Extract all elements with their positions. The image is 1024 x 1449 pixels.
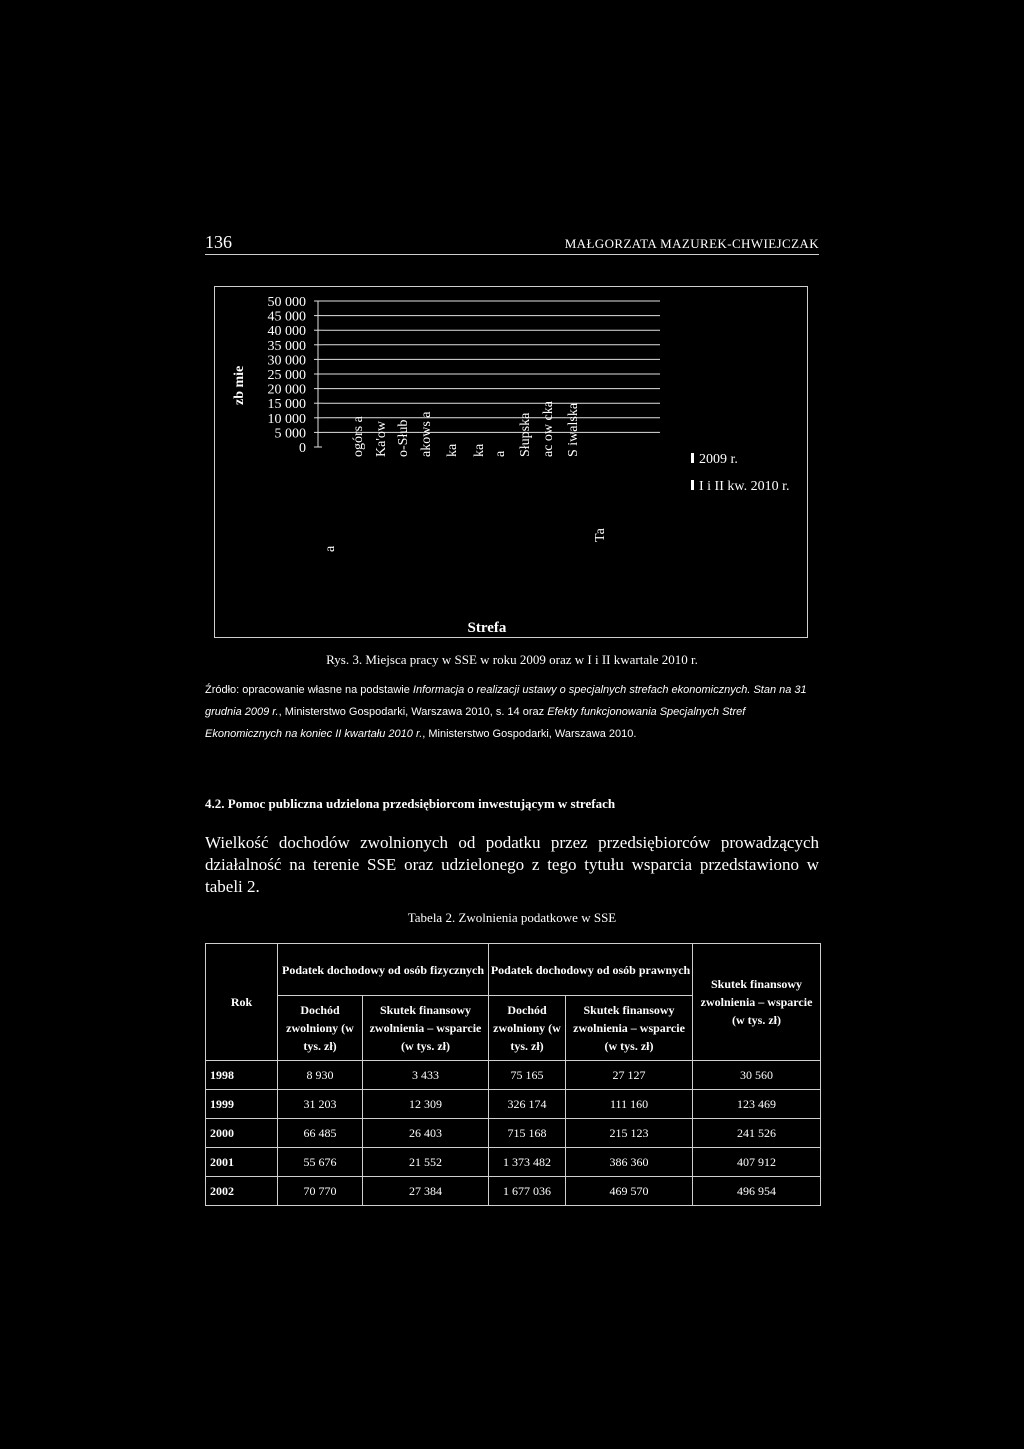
cell-value: 75 165 [489, 1061, 566, 1090]
cell-year: 1999 [206, 1090, 278, 1119]
cell-value: 496 954 [693, 1177, 821, 1206]
page-number: 136 [205, 232, 232, 252]
cell-value: 715 168 [489, 1119, 566, 1148]
x-tick-label: ac ow cka [541, 401, 556, 457]
y-tick-label: 40 000 [267, 324, 306, 340]
source-title-2: Efekty funkcjonowania Specjalnych Stref Ekonomicznych na koniec II kwartału 2010 r. [205, 706, 746, 740]
tax-exemption-table [205, 943, 821, 1206]
x-tick-label: Ka'ow [374, 421, 389, 457]
table-row [206, 1090, 821, 1119]
y-tick-label: 15 000 [267, 397, 306, 413]
table-row [206, 1177, 821, 1206]
cell-value: 215 123 [566, 1119, 693, 1148]
cell-year: 1998 [206, 1061, 278, 1090]
header-pit-income: Dochód zwolniony (w tys. zł) [278, 996, 363, 1061]
cell-value: 469 570 [566, 1177, 693, 1206]
header-cit-support: Skutek finansowy zwolnienia – wsparcie (w tys. zł) [566, 996, 693, 1061]
cell-year: 2000 [206, 1119, 278, 1148]
cell-value: 407 912 [693, 1148, 821, 1177]
y-axis-label: zb mie [232, 365, 247, 405]
header-pit-support: Skutek finansowy zwolnienia – wsparcie (w tys. zł) [363, 996, 489, 1061]
cell-year: 2002 [206, 1177, 278, 1206]
cell-value: 27 384 [363, 1177, 489, 1206]
source-text-3: , Ministerstwo Gospodarki, Warszawa 2010. [422, 728, 637, 740]
header-cit: Podatek dochodowy od osób prawnych [489, 944, 693, 996]
cell-value: 70 770 [278, 1177, 363, 1206]
y-tick-label: 5 000 [274, 426, 306, 442]
table-row [206, 1148, 821, 1177]
header-pit: Podatek dochodowy od osób fizycznych [278, 944, 489, 996]
header-year: Rok [206, 944, 278, 1061]
section-heading: 4.2. Pomoc publiczna udzielona przedsiębiorcom inwestującym w strefach [205, 796, 616, 811]
cell-value: 66 485 [278, 1119, 363, 1148]
header-cit-income: Dochód zwolniony (w tys. zł) [489, 996, 566, 1061]
x-tick-label: a [493, 450, 508, 457]
cell-value: 386 360 [566, 1148, 693, 1177]
table-caption: Tabela 2. Zwolnienia podatkowe w SSE [407, 910, 617, 925]
legend-label: I i II kw. 2010 r. [699, 479, 790, 494]
x-tick-label: a [323, 545, 338, 552]
x-tick-label: ogórs a [351, 416, 366, 457]
legend-swatch [691, 453, 694, 463]
cell-value: 27 127 [566, 1061, 693, 1090]
y-tick-label: 35 000 [267, 338, 306, 354]
y-tick-label: 50 000 [267, 295, 306, 310]
source-text-2: , Ministerstwo Gospodarki, Warszawa 2010, s. 14 oraz [278, 706, 548, 718]
y-tick-label: 30 000 [267, 353, 306, 369]
body-paragraph: Wielkość dochodów zwolnionych od podatku przez przedsiębiorców prowadzących działalność na terenie SSE oraz udzielonego z tego tytułu wsparcia przedstawiono w tabeli 2. [205, 833, 819, 896]
cell-value: 12 309 [363, 1090, 489, 1119]
employment-chart [215, 287, 809, 639]
cell-value: 1 677 036 [489, 1177, 566, 1206]
x-tick-label: ka [472, 443, 487, 457]
legend-swatch [691, 480, 694, 490]
cell-value: 55 676 [278, 1148, 363, 1177]
cell-value: 26 403 [363, 1119, 489, 1148]
x-tick-label: Słupska [518, 412, 533, 457]
cell-value: 326 174 [489, 1090, 566, 1119]
x-tick-label: akows a [419, 411, 434, 457]
source-title-1: Informacja o realizacji ustawy o specjalnych strefach ekonomicznych. Stan na 31 grudnia 2009 r. [205, 684, 807, 718]
legend-label: 2009 r. [699, 452, 738, 467]
cell-value: 21 552 [363, 1148, 489, 1177]
x-tick-label: o-Słub [396, 419, 411, 457]
cell-value: 241 526 [693, 1119, 821, 1148]
figure-caption: Rys. 3. Miejsca pracy w SSE w roku 2009 oraz w I i II kwartale 2010 r. [326, 652, 698, 667]
cell-value: 3 433 [363, 1061, 489, 1090]
source-text-1: Źródło: opracowanie własne na podstawie [205, 684, 413, 696]
table-row [206, 1061, 821, 1090]
cell-value: 30 560 [693, 1061, 821, 1090]
cell-year: 2001 [206, 1148, 278, 1177]
x-tick-label: Ta [593, 528, 608, 542]
page-header [205, 232, 819, 255]
running-head: MAŁGORZATA MAZUREK-CHWIEJCZAK [564, 236, 819, 251]
table-row [206, 1119, 821, 1148]
x-axis-label: Strefa [467, 620, 507, 636]
chart-frame [214, 286, 808, 638]
cell-value: 111 160 [566, 1090, 693, 1119]
y-tick-label: 45 000 [267, 309, 306, 325]
cell-value: 1 373 482 [489, 1148, 566, 1177]
x-tick-label: ka [445, 443, 460, 457]
cell-value: 8 930 [278, 1061, 363, 1090]
figure-source [205, 679, 817, 745]
y-tick-label: 10 000 [267, 411, 306, 427]
y-tick-label: 20 000 [267, 382, 306, 398]
cell-value: 31 203 [278, 1090, 363, 1119]
cell-value: 123 469 [693, 1090, 821, 1119]
y-tick-label: 0 [299, 441, 306, 456]
y-tick-label: 25 000 [267, 368, 306, 383]
x-tick-label: S iwalska [566, 402, 581, 457]
header-total-support: Skutek finansowy zwolnienia – wsparcie (w tys. zł) [693, 944, 821, 1061]
